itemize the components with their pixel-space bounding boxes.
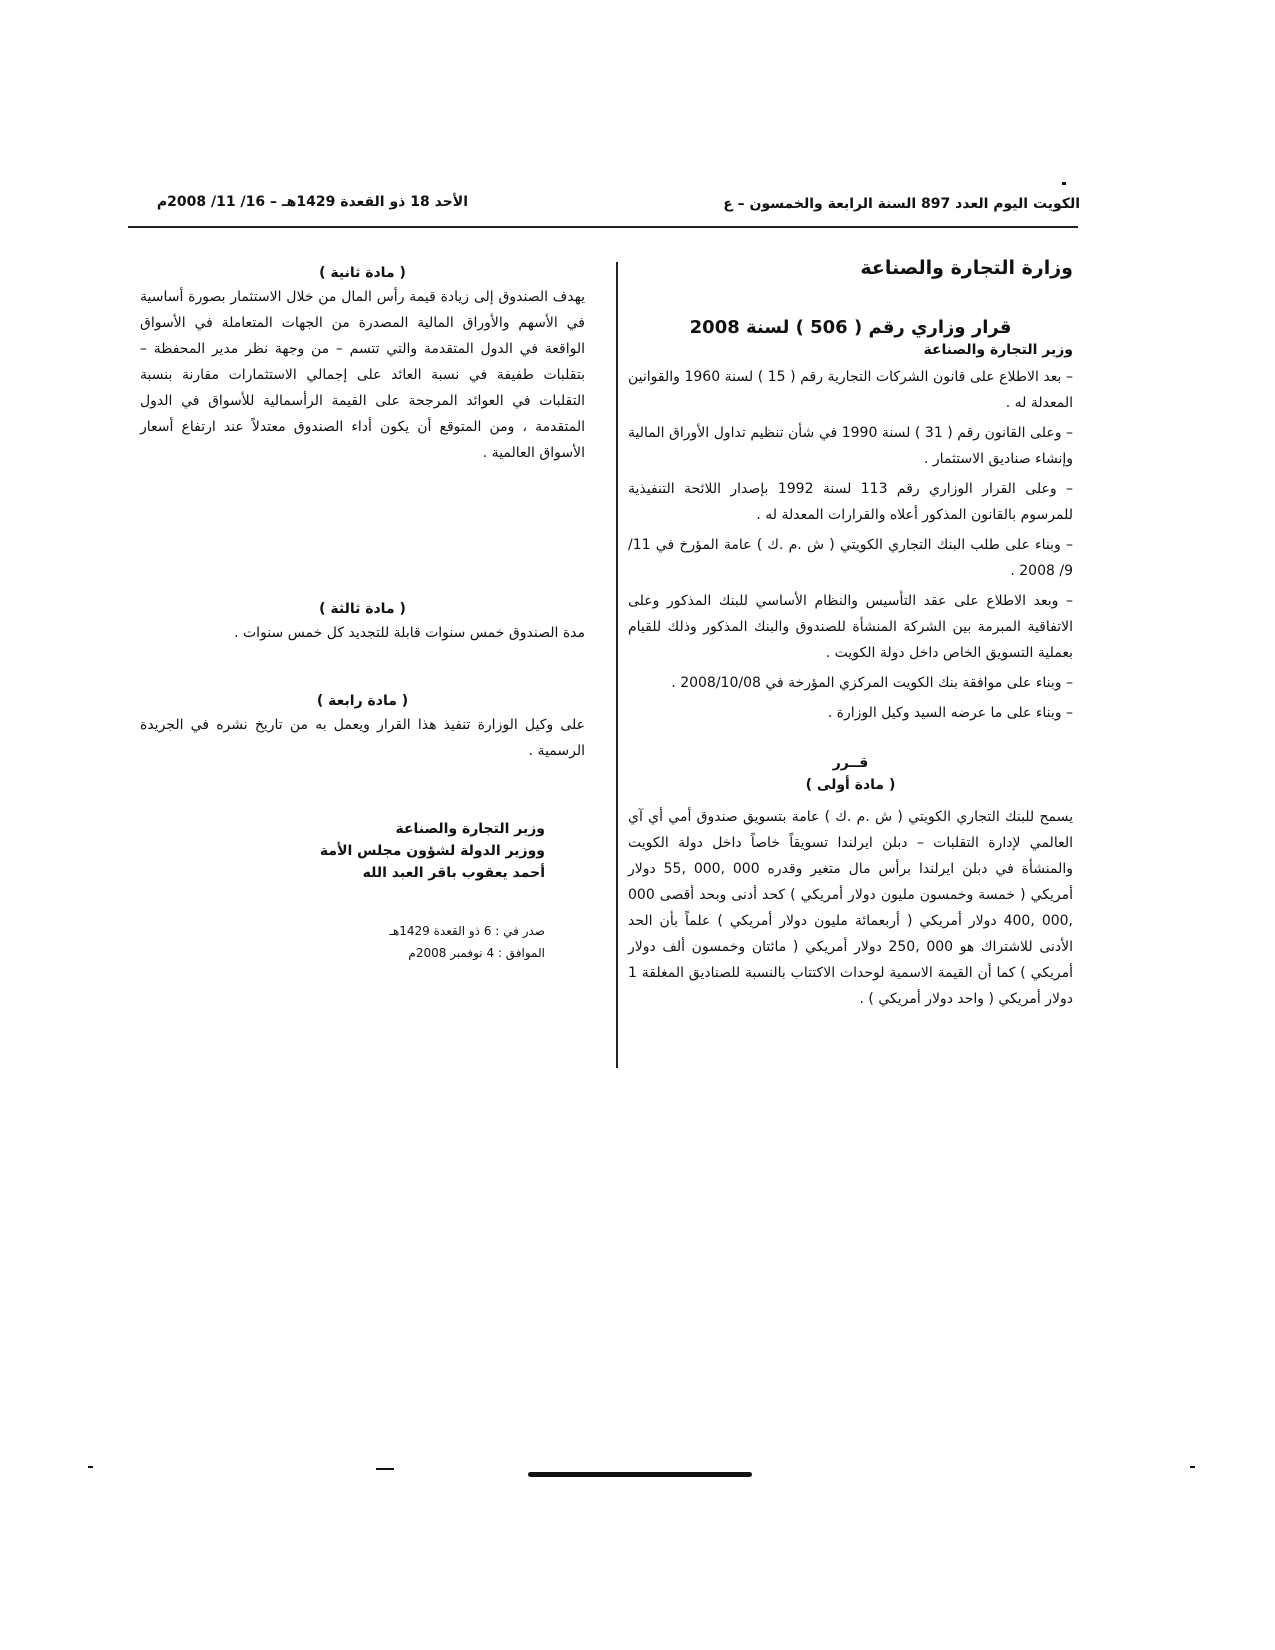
preamble-item: – وعلى القرار الوزاري رقم 113 لسنة 1992 بإصدار اللائحة التنفيذية للمرسوم بالقانون المذكور أعلاه والقرارات المعدلة له . bbox=[628, 481, 1074, 523]
minister-line: وزير التجارة والصناعة bbox=[923, 342, 1073, 358]
article-4-text: على وكيل الوزارة تنفيذ هذا القرار ويعمل به من تاريخ نشره في الجريدة الرسمية . bbox=[140, 717, 585, 759]
article-1-title: ( مادة أولى ) bbox=[805, 777, 896, 793]
scan-mark bbox=[88, 1466, 93, 1468]
issued-date-hijri: صدر في : 6 ذو القعدة 1429هـ bbox=[389, 924, 545, 938]
decides-heading: قــرر bbox=[832, 755, 869, 771]
column-divider bbox=[616, 262, 618, 1068]
scan-mark bbox=[376, 1468, 394, 1470]
scan-bar bbox=[528, 1472, 752, 1477]
gazette-date-header: الأحد 18 ذو القعدة 1429هـ – 16/ 11/ 2008م bbox=[156, 194, 468, 210]
article-3-text: مدة الصندوق خمس سنوات قابلة للتجديد كل خمس سنوات . bbox=[234, 625, 585, 641]
signature-title: وزير التجارة والصناعة bbox=[395, 821, 545, 837]
scan-mark bbox=[1190, 1466, 1195, 1468]
signature-title-2: ووزير الدولة لشؤون مجلس الأمة bbox=[319, 843, 545, 859]
header-rule bbox=[128, 226, 1078, 228]
right-column bbox=[628, 256, 1073, 1016]
gazette-issue-header: الكويت اليوم العدد 897 السنة الرابعة والخمسون – ع bbox=[723, 196, 1080, 212]
article-2-text: يهدف الصندوق إلى زيادة قيمة رأس المال من خلال الاستثمار بصورة أساسية في الأسهم والأوراق المالية المصدرة من الجهات المتعاملة في الأسواق الواقعة في الدول المتقدمة والتي تتسم – من وجهة نظر مدير المحفظة – بتقلبات طفيفة في نسبة العائد على إجمالي الاستثمارات مقارنة بنسبة التقلبات في العوائد المرجحة على القيمة الرأسمالية للأسواق في الدول المتقدمة ، ومن المتوقع أن يكون أداء الصندوق معتدلاً عند ارتفاع أسعار الأسواق العالمية . bbox=[140, 289, 585, 461]
article-3-title: ( مادة ثالثة ) bbox=[319, 601, 406, 617]
issued-date-gregorian: الموافق : 4 نوفمبر 2008م bbox=[408, 946, 545, 960]
left-column bbox=[140, 262, 585, 964]
scan-mark bbox=[1062, 182, 1066, 185]
preamble-item: – وبناء على موافقة بنك الكويت المركزي المؤرخة في 2008/10/08 . bbox=[671, 675, 1073, 691]
article-2-title: ( مادة ثانية ) bbox=[319, 265, 406, 281]
decree-title: قرار وزاري رقم ( 506 ) لسنة 2008 bbox=[689, 317, 1012, 338]
article-4-title: ( مادة رابعة ) bbox=[316, 693, 409, 709]
ministry-title: وزارة التجارة والصناعة bbox=[860, 257, 1073, 279]
preamble-item: – وبعد الاطلاع على عقد التأسيس والنظام الأساسي للبنك المذكور وعلى الاتفاقية المبرمة بين الشركة المنشأة للصندوق والبنك المذكور وذلك للقيام بعملية التسويق الخاص داخل دولة الكويت . bbox=[628, 593, 1073, 661]
preamble-item: – وبناء على طلب البنك التجاري الكويتي ( ش .م .ك ) عامة المؤرخ في 11/ 9/ 2008 . bbox=[628, 537, 1073, 579]
preamble-item: – وعلى القانون رقم ( 31 ) لسنة 1990 في شأن تنظيم تداول الأوراق المالية وإنشاء صناديق الاستثمار . bbox=[628, 425, 1073, 467]
preamble-item: – وبناء على ما عرضه السيد وكيل الوزارة . bbox=[827, 705, 1073, 721]
signature-name: أحمد يعقوب باقر العبد الله bbox=[362, 865, 545, 881]
preamble-item: – بعد الاطلاع على قانون الشركات التجارية رقم ( 15 ) لسنة 1960 والقوانين المعدلة له . bbox=[628, 369, 1073, 411]
article-1-text: يسمح للبنك التجاري الكويتي ( ش .م .ك ) عامة بتسويق صندوق أمي أي آي العالمي لإدارة التقلبات – دبلن ايرلندا تسويقاً خاصاً داخل دولة الكويت والمنشأة في دبلن ايرلندا برأس مال متغير وقدره 000 ,000 ,55 دولار أمريكي ( خمسة وخمسون مليون دولار أمريكي ) كحد أدنى وبحد أقصى 000 ,000 ,400 دولار أمريكي ( أربعمائة مليون دولار أمريكي ) علماً بأن الحد الأدنى للاشتراك هو 000 ,250 دولار أمريكي ( مائتان وخمسون ألف دولار أمريكي ) كما أن القيمة الاسمية لوحدات الاكتتاب بالنسبة للصناديق المغلقة 1 دولار أمريكي ( واحد دولار أمريكي ) . bbox=[628, 809, 1073, 1007]
